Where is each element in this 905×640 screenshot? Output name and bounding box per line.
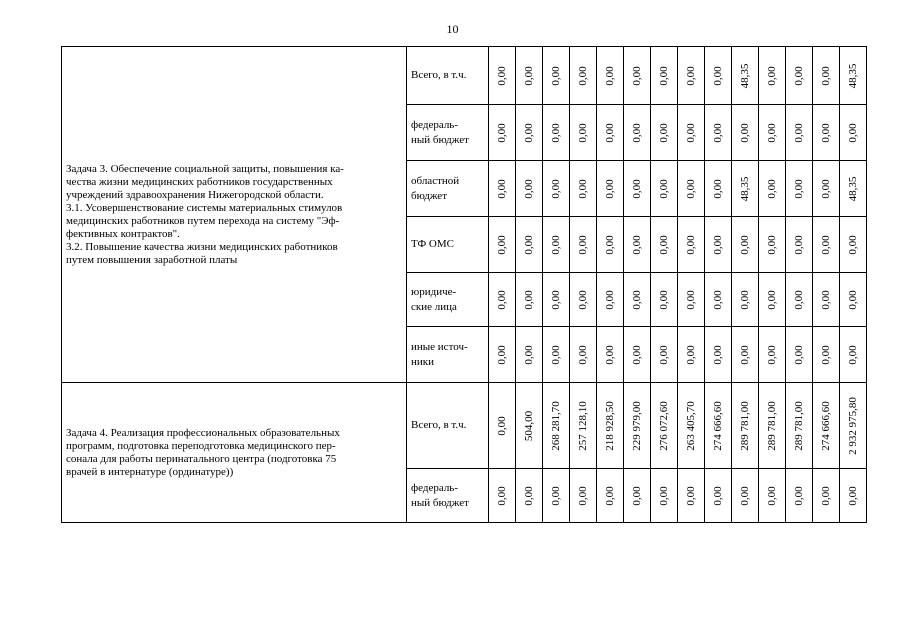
value-text: 289 781,00 — [793, 400, 805, 451]
value-cell — [813, 327, 840, 383]
task-description-line: учреждений здравоохранения Нижегородской области. — [66, 188, 324, 201]
task-description — [62, 383, 407, 523]
value-cell — [786, 383, 813, 469]
value-text: 0,00 — [793, 485, 805, 506]
value-text: 48,35 — [739, 63, 751, 88]
value-cell — [732, 327, 759, 383]
value-text: 0,00 — [658, 178, 670, 199]
value-cell — [516, 469, 543, 523]
value-text: 0,00 — [766, 344, 778, 365]
value-cell — [813, 161, 840, 217]
value-text: 0,00 — [631, 234, 643, 255]
value-text: 0,00 — [550, 485, 562, 506]
value-text: 0,00 — [604, 122, 616, 143]
value-cell — [759, 161, 786, 217]
value-cell — [570, 273, 597, 327]
value-cell — [651, 161, 678, 217]
value-cell — [516, 161, 543, 217]
value-cell — [786, 47, 813, 105]
value-cell — [516, 383, 543, 469]
value-cell — [678, 217, 705, 273]
value-cell — [489, 47, 516, 105]
value-text: 289 781,00 — [766, 400, 778, 451]
value-text: 0,00 — [658, 234, 670, 255]
funding-source-label-line: ТФ ОМС — [411, 238, 454, 250]
funding-source-label-line: ный бюджет — [411, 133, 469, 146]
value-text: 0,00 — [847, 122, 859, 143]
value-cell — [705, 273, 732, 327]
value-text: 0,00 — [847, 234, 859, 255]
value-text: 0,00 — [739, 234, 751, 255]
value-cell — [570, 161, 597, 217]
value-cell — [759, 469, 786, 523]
value-text: 0,00 — [766, 65, 778, 86]
value-text: 0,00 — [496, 344, 508, 365]
value-text: 0,00 — [658, 65, 670, 86]
value-cell — [813, 217, 840, 273]
value-cell — [597, 161, 624, 217]
value-text: 263 405,70 — [685, 400, 697, 451]
funding-source-label — [407, 47, 489, 105]
value-cell — [651, 105, 678, 161]
value-cell — [516, 47, 543, 105]
value-text: 0,00 — [550, 178, 562, 199]
value-text: 48,35 — [739, 176, 751, 201]
value-text: 0,00 — [550, 65, 562, 86]
value-text: 0,00 — [712, 485, 724, 506]
value-cell — [840, 47, 867, 105]
value-text: 0,00 — [523, 122, 535, 143]
value-cell — [489, 161, 516, 217]
value-text: 0,00 — [685, 65, 697, 86]
funding-source-label — [407, 273, 489, 327]
value-text: 0,00 — [577, 289, 589, 310]
value-cell — [678, 105, 705, 161]
value-cell — [759, 327, 786, 383]
value-cell — [705, 383, 732, 469]
value-text: 0,00 — [820, 485, 832, 506]
value-cell — [651, 217, 678, 273]
task-description-line: сонала для работы перинатального центра (подготовка 75 — [66, 452, 337, 465]
value-cell — [678, 161, 705, 217]
value-text: 0,00 — [577, 485, 589, 506]
value-cell — [516, 217, 543, 273]
value-text: 0,00 — [793, 122, 805, 143]
value-cell — [813, 105, 840, 161]
value-cell — [786, 273, 813, 327]
task-description-line: медицинских работников путем перехода на систему "Эф- — [66, 214, 340, 227]
funding-source-label — [407, 161, 489, 217]
value-cell — [786, 327, 813, 383]
value-text: 0,00 — [577, 178, 589, 199]
funding-source-label-line: Всего, в т.ч. — [411, 69, 467, 81]
value-text: 0,00 — [604, 344, 616, 365]
value-text: 0,00 — [739, 344, 751, 365]
funding-source-label-line: юридиче- — [411, 285, 457, 298]
value-cell — [489, 383, 516, 469]
value-cell — [840, 161, 867, 217]
funding-source-label — [407, 469, 489, 523]
value-cell — [705, 217, 732, 273]
value-text: 0,00 — [712, 65, 724, 86]
value-text: 0,00 — [577, 344, 589, 365]
value-text: 0,00 — [766, 485, 778, 506]
value-text: 0,00 — [577, 234, 589, 255]
value-cell — [786, 469, 813, 523]
value-text: 0,00 — [793, 289, 805, 310]
value-cell — [678, 47, 705, 105]
value-cell — [516, 105, 543, 161]
value-text: 0,00 — [820, 234, 832, 255]
value-cell — [840, 273, 867, 327]
value-text: 0,00 — [793, 65, 805, 86]
value-text: 0,00 — [631, 344, 643, 365]
value-text: 0,00 — [523, 289, 535, 310]
value-text: 0,00 — [712, 289, 724, 310]
value-cell — [732, 469, 759, 523]
value-cell — [516, 327, 543, 383]
value-cell — [597, 273, 624, 327]
value-cell — [543, 383, 570, 469]
value-cell — [516, 273, 543, 327]
value-cell — [813, 469, 840, 523]
value-cell — [489, 469, 516, 523]
value-cell — [543, 47, 570, 105]
value-cell — [705, 327, 732, 383]
value-cell — [543, 105, 570, 161]
value-cell — [543, 217, 570, 273]
value-cell — [570, 47, 597, 105]
value-text: 0,00 — [604, 289, 616, 310]
value-cell — [570, 383, 597, 469]
value-cell — [597, 469, 624, 523]
value-text: 0,00 — [712, 122, 724, 143]
value-text: 0,00 — [631, 178, 643, 199]
value-cell — [759, 217, 786, 273]
funding-source-label-line: ный бюджет — [411, 496, 469, 509]
value-text: 0,00 — [658, 344, 670, 365]
task-description-line: Задача 4. Реализация профессиональных образовательных — [66, 426, 340, 439]
value-cell — [732, 217, 759, 273]
value-text: 289 781,00 — [739, 400, 751, 451]
value-cell — [705, 105, 732, 161]
value-text: 0,00 — [523, 234, 535, 255]
value-cell — [543, 273, 570, 327]
value-text: 276 072,60 — [658, 400, 670, 451]
task-description-line: врачей в интернатуре (ординатуре)) — [66, 465, 234, 478]
task-description-line: 3.2. Повышение качества жизни медицинских работников — [66, 240, 338, 253]
funding-source-label — [407, 327, 489, 383]
value-text: 0,00 — [496, 289, 508, 310]
value-text: 0,00 — [793, 178, 805, 199]
value-text: 0,00 — [658, 122, 670, 143]
value-cell — [705, 47, 732, 105]
value-text: 0,00 — [685, 178, 697, 199]
task-description-line: фективных контрактов". — [66, 227, 180, 240]
value-text: 0,00 — [766, 178, 778, 199]
value-cell — [840, 105, 867, 161]
value-text: 0,00 — [712, 344, 724, 365]
value-cell — [786, 105, 813, 161]
value-text: 229 979,00 — [631, 400, 643, 451]
funding-source-label-line: Всего, в т.ч. — [411, 419, 467, 431]
value-text: 0,00 — [523, 485, 535, 506]
value-text: 0,00 — [604, 65, 616, 86]
value-text: 0,00 — [847, 344, 859, 365]
value-cell — [786, 161, 813, 217]
value-cell — [624, 217, 651, 273]
value-cell — [570, 217, 597, 273]
value-cell — [543, 469, 570, 523]
value-cell — [651, 383, 678, 469]
value-text: 0,00 — [658, 289, 670, 310]
value-text: 0,00 — [550, 122, 562, 143]
value-cell — [813, 273, 840, 327]
value-cell — [489, 273, 516, 327]
value-cell — [840, 383, 867, 469]
value-text: 0,00 — [847, 289, 859, 310]
value-cell — [651, 327, 678, 383]
value-cell — [705, 469, 732, 523]
value-text: 0,00 — [550, 289, 562, 310]
value-text: 0,00 — [766, 289, 778, 310]
value-text: 0,00 — [604, 178, 616, 199]
value-text: 0,00 — [604, 234, 616, 255]
value-text: 0,00 — [496, 234, 508, 255]
value-cell — [570, 105, 597, 161]
value-text: 0,00 — [577, 65, 589, 86]
value-cell — [732, 383, 759, 469]
value-text: 274 666,60 — [820, 400, 832, 451]
value-cell — [624, 161, 651, 217]
funding-source-label-line: бюджет — [411, 189, 447, 202]
value-cell — [786, 217, 813, 273]
value-cell — [624, 273, 651, 327]
value-text: 0,00 — [739, 485, 751, 506]
value-text: 0,00 — [523, 178, 535, 199]
value-text: 0,00 — [496, 122, 508, 143]
value-text: 48,35 — [847, 176, 859, 201]
value-cell — [840, 469, 867, 523]
funding-source-label-line: иные источ- — [411, 340, 468, 353]
value-text: 0,00 — [766, 122, 778, 143]
funding-table — [61, 46, 867, 523]
value-cell — [813, 47, 840, 105]
value-cell — [759, 383, 786, 469]
value-cell — [624, 469, 651, 523]
task-description-line: чества жизни медицинских работников государственных — [66, 175, 333, 188]
value-text: 268 281,70 — [550, 400, 562, 451]
value-text: 0,00 — [820, 344, 832, 365]
value-cell — [597, 383, 624, 469]
value-cell — [489, 327, 516, 383]
value-text: 0,00 — [631, 289, 643, 310]
value-text: 504,00 — [523, 410, 535, 441]
value-text: 0,00 — [496, 415, 508, 436]
value-cell — [705, 161, 732, 217]
value-text: 0,00 — [820, 178, 832, 199]
value-text: 0,00 — [523, 344, 535, 365]
value-text: 0,00 — [685, 234, 697, 255]
value-text: 0,00 — [631, 122, 643, 143]
value-cell — [840, 327, 867, 383]
value-cell — [732, 47, 759, 105]
page-number: 10 — [446, 22, 459, 36]
value-cell — [678, 273, 705, 327]
value-cell — [732, 273, 759, 327]
value-cell — [543, 327, 570, 383]
funding-source-label-line: федераль- — [411, 118, 458, 131]
funding-source-label-line: областной — [411, 174, 460, 187]
value-text: 2 932 975,80 — [847, 396, 859, 455]
value-cell — [759, 273, 786, 327]
value-cell — [597, 327, 624, 383]
value-text: 0,00 — [523, 65, 535, 86]
value-cell — [651, 47, 678, 105]
value-text: 0,00 — [685, 289, 697, 310]
value-cell — [624, 383, 651, 469]
value-text: 0,00 — [820, 289, 832, 310]
task-description-line: программ, подготовка переподготовка медицинского пер- — [66, 439, 336, 452]
value-cell — [840, 217, 867, 273]
value-text: 0,00 — [820, 122, 832, 143]
value-text: 0,00 — [496, 65, 508, 86]
funding-source-label — [407, 383, 489, 469]
table-row — [62, 383, 867, 469]
value-cell — [543, 161, 570, 217]
value-text: 274 666,60 — [712, 400, 724, 451]
value-text: 0,00 — [496, 178, 508, 199]
value-text: 0,00 — [685, 122, 697, 143]
value-text: 0,00 — [496, 485, 508, 506]
funding-source-label — [407, 217, 489, 273]
value-cell — [651, 273, 678, 327]
value-cell — [597, 105, 624, 161]
value-cell — [732, 161, 759, 217]
value-cell — [489, 105, 516, 161]
value-cell — [624, 105, 651, 161]
table-row — [62, 47, 867, 105]
value-text: 0,00 — [604, 485, 616, 506]
value-text: 0,00 — [739, 122, 751, 143]
task-description-line: путем повышения заработной платы — [66, 253, 238, 266]
value-cell — [651, 469, 678, 523]
value-cell — [732, 105, 759, 161]
value-text: 0,00 — [631, 485, 643, 506]
value-text: 0,00 — [577, 122, 589, 143]
value-text: 0,00 — [550, 344, 562, 365]
value-cell — [624, 47, 651, 105]
funding-source-label-line: ские лица — [411, 300, 457, 313]
value-cell — [489, 217, 516, 273]
task-description-line: 3.1. Усовершенствование системы материальных стимулов — [66, 201, 343, 214]
value-cell — [570, 469, 597, 523]
value-text: 0,00 — [712, 178, 724, 199]
value-cell — [597, 217, 624, 273]
value-text: 0,00 — [847, 485, 859, 506]
value-text: 0,00 — [793, 234, 805, 255]
value-text: 0,00 — [685, 344, 697, 365]
value-text: 48,35 — [847, 63, 859, 88]
funding-source-label-line: ники — [411, 355, 435, 368]
value-text: 0,00 — [793, 344, 805, 365]
task-description-line: Задача 3. Обеспечение социальной защиты, повышения ка- — [66, 162, 344, 175]
value-cell — [570, 327, 597, 383]
value-text: 0,00 — [712, 234, 724, 255]
value-text: 0,00 — [739, 289, 751, 310]
task-description — [62, 47, 407, 383]
value-text: 0,00 — [820, 65, 832, 86]
value-cell — [678, 469, 705, 523]
value-cell — [597, 47, 624, 105]
value-cell — [624, 327, 651, 383]
value-cell — [813, 383, 840, 469]
value-cell — [678, 383, 705, 469]
value-text: 0,00 — [658, 485, 670, 506]
value-text: 0,00 — [685, 485, 697, 506]
value-text: 257 128,10 — [577, 400, 589, 451]
value-cell — [759, 105, 786, 161]
value-text: 0,00 — [631, 65, 643, 86]
funding-source-label — [407, 105, 489, 161]
value-text: 0,00 — [550, 234, 562, 255]
value-text: 0,00 — [766, 234, 778, 255]
value-cell — [678, 327, 705, 383]
funding-source-label-line: федераль- — [411, 481, 458, 494]
value-text: 218 928,50 — [604, 400, 616, 451]
value-cell — [759, 47, 786, 105]
